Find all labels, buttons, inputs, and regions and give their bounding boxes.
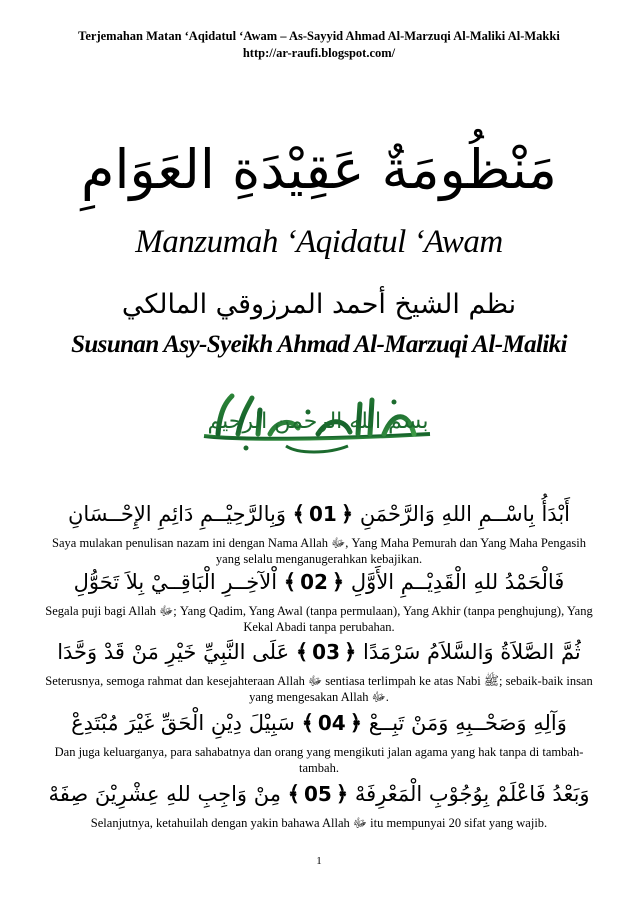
- verse-translation: Saya mulakan penulisan nazam ini dengan Nama Allah ﷻ, Yang Maha Pemurah dan Yang Maha Pengasih yang selalu menganugerahkan kebajikan.: [52, 536, 586, 566]
- header-url[interactable]: http://ar-raufi.blogspot.com/: [242, 46, 396, 60]
- verse-translation: Seterusnya, semoga rahmat dan kesejahteraan Allah ﷻ sentiasa terlimpah ke atas Nabi ﷺ; sebaik-baik insan yang mengesakan Allah ﷻ.: [45, 674, 593, 704]
- verse-number: 04: [317, 711, 346, 735]
- verse-hemistich-left: سَبِيْلَ دِيْنِ الْحَقِّ غَيْرَ مُبْتَدِعْ: [71, 711, 295, 735]
- verse-hemistich-right: فَالْحَمْدُ للهِ الْقَدِيْــمِ الأَوَّلِ: [350, 570, 565, 594]
- arabic-author: نظم الشيخ أحمد المرزوقي المالكي: [121, 289, 517, 320]
- verse-translation: Segala puji bagi Allah ﷻ; Yang Qadim, Yang Awal (tanpa permulaan), Yang Akhir (tanpa penghujung), Yang Kekal Abadi tanpa perubahan.: [45, 604, 593, 634]
- verse-1: [40, 497, 598, 567]
- verse-5: [40, 777, 598, 831]
- verse-number: 03: [312, 640, 341, 664]
- latin-author: Susunan Asy-Syeikh Ahmad Al-Marzuqi Al-Maliki: [71, 331, 567, 358]
- verse-hemistich-right: ثُمَّ الصَّلاَةُ وَالسَّلاَمُ سَرْمَدًا: [363, 640, 581, 664]
- verse-hemistich-left: وَبِالرَّحِيْــمِ دَائِمِ الإِحْــسَانِ: [67, 502, 286, 526]
- verse-hemistich-left: عَلَى النَّبِيِّ خَيْرِ مَنْ قَدْ وَحَّدَا: [57, 640, 290, 664]
- verse-translation: Dan juga keluarganya, para sahabatnya dan orang yang mengikuti jalan agama yang hak tanpa di tambah-tambah.: [54, 745, 584, 775]
- verse-number: 05: [303, 782, 332, 806]
- basmala-calligraphy: [198, 388, 438, 458]
- header-title: Terjemahan Matan ‘Aqidatul ‘Awam – As-Sayyid Ahmad Al-Marzuqi Al-Maliki Al-Makki: [78, 29, 560, 43]
- verse-translation: Selanjutnya, ketahuilah dengan yakin bahawa Allah ﷻ itu mempunyai 20 sifat yang wajib.: [90, 816, 548, 830]
- verse-hemistich-right: وَآلِهِ وَصَحْــبِهِ وَمَنْ تَبِــعْ: [368, 711, 567, 735]
- verse-arabic: ثُمَّ الصَّلاَةُ وَالسَّلاَمُ سَرْمَدًا ﴿03﴾ عَلَى النَّبِيِّ خَيْرِ مَنْ قَدْ وَحَّدَا: [40, 635, 598, 669]
- running-header: [40, 28, 598, 62]
- page-number: 1: [316, 855, 322, 867]
- verse-hemistich-right: أَبْدَأُ بِاسْــمِ اللهِ وَالرَّحْمَنِ: [359, 502, 571, 526]
- verse-hemistich-left: مِنْ وَاجِبِ للهِ عِشْرِيْنَ صِفَهْ: [48, 782, 281, 806]
- verse-arabic: وَبَعْدُ فَاعْلَمْ بِوُجُوْبِ الْمَعْرِفَهْ ﴿05﴾ مِنْ وَاجِبِ للهِ عِشْرِيْنَ صِفَهْ: [40, 777, 598, 811]
- verse-hemistich-left: اْلآخِــرِ الْبَاقِــيْ بِلاَ تَحَوُّلِ: [73, 570, 278, 594]
- verse-number: 01: [308, 502, 337, 526]
- verse-arabic: أَبْدَأُ بِاسْــمِ اللهِ وَالرَّحْمَنِ ﴿01﴾ وَبِالرَّحِيْــمِ دَائِمِ الإِحْــسَانِ: [40, 497, 598, 531]
- basmala-text: بسم الله الرحمن الرحيم: [207, 409, 429, 434]
- latin-title: Manzumah ‘Aqidatul ‘Awam: [135, 224, 503, 260]
- verse-4: [40, 706, 598, 776]
- verse-hemistich-right: وَبَعْدُ فَاعْلَمْ بِوُجُوْبِ الْمَعْرِفَهْ: [354, 782, 590, 806]
- verse-2: [40, 565, 598, 635]
- arabic-title: مَنْظُومَةٌ عَقِيْدَةِ العَوَامِ: [81, 138, 557, 201]
- verse-number: 02: [300, 570, 328, 594]
- verse-3: [40, 635, 598, 705]
- verse-arabic: وَآلِهِ وَصَحْــبِهِ وَمَنْ تَبِــعْ ﴿04﴾ سَبِيْلَ دِيْنِ الْحَقِّ غَيْرَ مُبْتَدِعْ: [40, 706, 598, 740]
- verse-arabic: فَالْحَمْدُ للهِ الْقَدِيْــمِ الأَوَّلِ ﴿02﴾ اْلآخِــرِ الْبَاقِــيْ بِلاَ تَحَوُّلِ: [40, 565, 598, 599]
